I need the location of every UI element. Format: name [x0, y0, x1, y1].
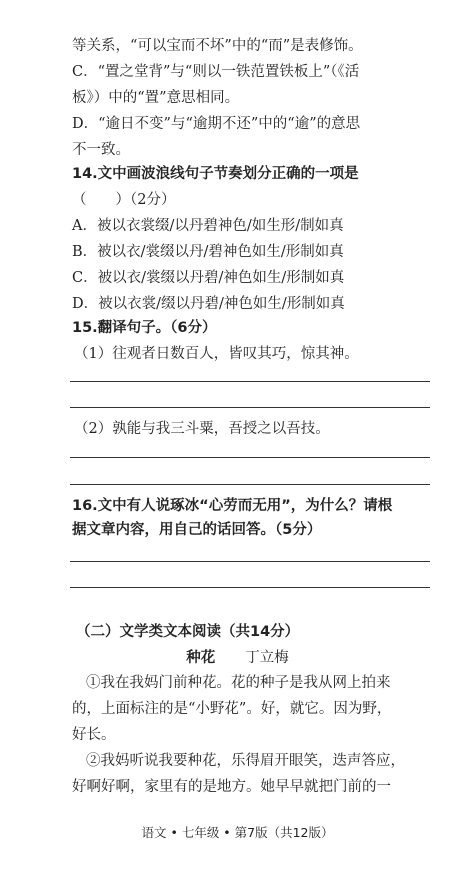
question-14-option-b: B．被以衣/裳缀以丹/碧神色如生/形制如真: [72, 244, 344, 260]
option-c-continued: C．“置之堂背”与“则以一铁范置铁板上”（《活: [72, 64, 360, 80]
paragraph-1-line: 好长。: [72, 727, 116, 743]
answer-line: [70, 587, 430, 588]
text-line: 板》）中的“置”意思相同。: [72, 90, 240, 106]
paragraph-1-line: 的，上面标注的是“小野花”。好，就它。因为野，: [72, 701, 392, 717]
question-14-option-d: D．被以衣裳/缀以丹碧/神色如生/形制如真: [72, 296, 345, 312]
paragraph-1-line: ①我在我妈门前种花。花的种子是我从网上拍来: [86, 675, 391, 691]
story-title: 种花: [186, 650, 216, 666]
question-15-sentence-1: （1）往观者日数百人，皆叹其巧，惊其神。: [74, 346, 359, 362]
text-line: 不一致。: [72, 142, 130, 158]
answer-line: [70, 484, 430, 485]
option-d: D．“逾日不变”与“逾期不还”中的“逾”的意思: [72, 116, 361, 132]
answer-line: [70, 407, 430, 408]
answer-line: [70, 561, 430, 562]
paragraph-2-line: ②我妈听说我要种花，乐得眉开眼笑，迭声答应，: [86, 753, 405, 769]
question-14-title: 14.文中画波浪线句子节奏划分正确的一项是: [72, 166, 359, 182]
question-14-option-a: A．被以衣裳缀/以丹碧神色/如生形/制如真: [72, 218, 344, 234]
answer-line: [70, 457, 430, 458]
question-16-title: 16.文中有人说琢冰“心劳而无用”，为什么？请根: [72, 498, 393, 514]
question-14-score: （ ）（2分）: [72, 192, 176, 208]
paragraph-2-line: 好啊好啊，家里有的是地方。她早早就把门前的一: [72, 779, 391, 795]
answer-line: [70, 381, 430, 382]
section-2-title: （二）文学类文本阅读（共14分）: [76, 624, 300, 640]
page-footer: 语文 • 七年级 • 第7版（共12版）: [141, 825, 334, 840]
text-line: 等关系，“可以宝而不坏”中的“而”是表修饰。: [72, 38, 363, 54]
story-heading: [0, 648, 475, 668]
question-15-title: 15.翻译句子。（6分）: [72, 320, 217, 336]
question-16-title-cont: 据文章内容，用自己的话回答。（5分）: [72, 522, 322, 538]
question-14-option-c: C．被以衣/裳缀以丹碧/神色如生/形制如真: [72, 270, 345, 286]
question-15-sentence-2: （2）孰能与我三斗粟，吾授之以吾技。: [74, 421, 330, 437]
story-author: 丁立梅: [245, 650, 289, 666]
